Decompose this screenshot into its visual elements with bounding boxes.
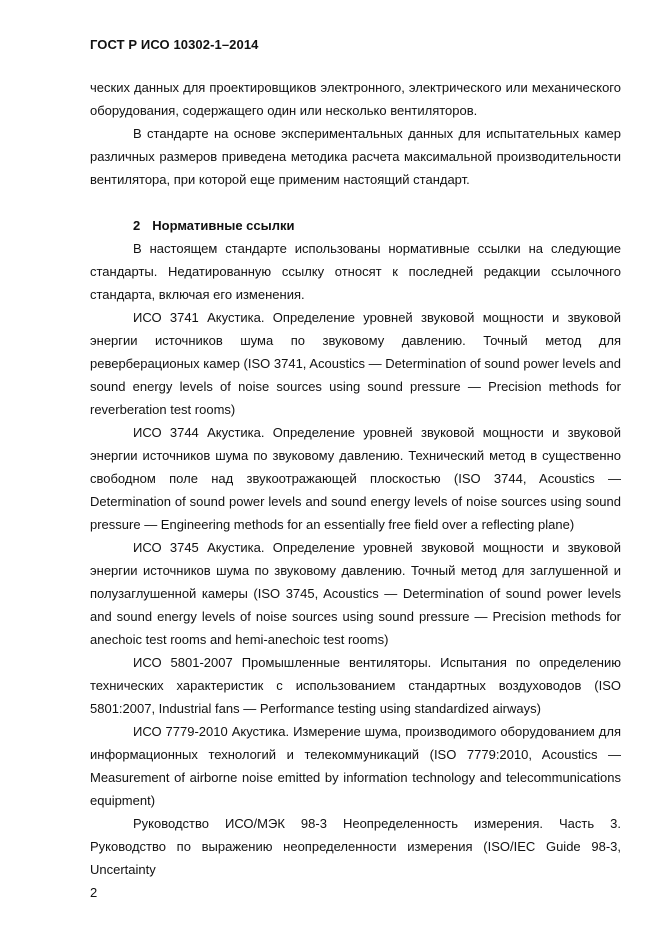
reference-iso-5801: ИСО 5801-2007 Промышленные вентиляторы. Испытания по определению технических характеристик с использованием стандартных воздуховодов (ISO 5801:2007, Industrial fans — Performance testing using standardized airways) [90,655,621,716]
section-paragraph-intro: В настоящем стандарте использованы нормативные ссылки на следующие стандарты. Недатированную ссылку относят к последней редакции ссылочного стандарта, включая его изменения. [90,241,621,302]
intro-paragraph-1: ческих данных для проектировщиков электронного, электрического или механического оборудования, содержащего один или несколько вентиляторов. [90,80,621,118]
reference-iso-7779: ИСО 7779-2010 Акустика. Измерение шума, производимого оборудованием для информационных технологий и телекоммуникаций (ISO 7779:2010, Acoustics — Measurement of airborne noise emitted by information technology and telecommunications equipment) [90,724,621,808]
reference-iso-3745: ИСО 3745 Акустика. Определение уровней звуковой мощности и звуковой энергии источников шума по звуковому давлению. Точный метод для заглушенной и полузаглушенной камеры (ISO 3745, Acoustics — Determination of sound power levels and sound energy levels of noise sources using sound pressure — Precision methods for anechoic test rooms and hemi-anechoic test rooms) [90,540,621,647]
section-title: Нормативные ссылки [152,218,295,233]
page-content [90,76,621,881]
section-number: 2 [133,218,141,233]
reference-iso-3744: ИСО 3744 Акустика. Определение уровней звуковой мощности и звуковой энергии источников шума по звуковому давлению. Технический метод в существенно свободном поле над звукоотражающей плоскостью (ISO 3744, Acoustics — Determination of sound power levels and sound energy levels of noise sources using sound pressure — Engineering methods for an essentially free field over a reflecting plane) [90,425,621,532]
intro-paragraph-2: В стандарте на основе экспериментальных данных для испытательных камер различных размеров приведена методика расчета максимальной производительности вентилятора, при которой еще применим настоящий стандарт. [90,126,621,187]
reference-iso-3741: ИСО 3741 Акустика. Определение уровней звуковой мощности и звуковой энергии источников шума по звуковому давлению. Точный метод для реверберационых камер (ISO 3741, Acoustics — Determination of sound power levels and sound energy levels of noise sources using sound pressure — Precision methods for reverberation test rooms) [90,310,621,417]
page-number: 2 [90,885,98,900]
reference-iso-iec-guide-98-3: Руководство ИСО/МЭК 98-3 Неопределенность измерения. Часть 3. Руководство по выражению неопределенности измерения (ISO/IEC Guide 98-3, Uncertainty [90,816,621,877]
section-heading [90,214,621,237]
document-header: ГОСТ Р ИСО 10302-1–2014 [90,37,259,52]
